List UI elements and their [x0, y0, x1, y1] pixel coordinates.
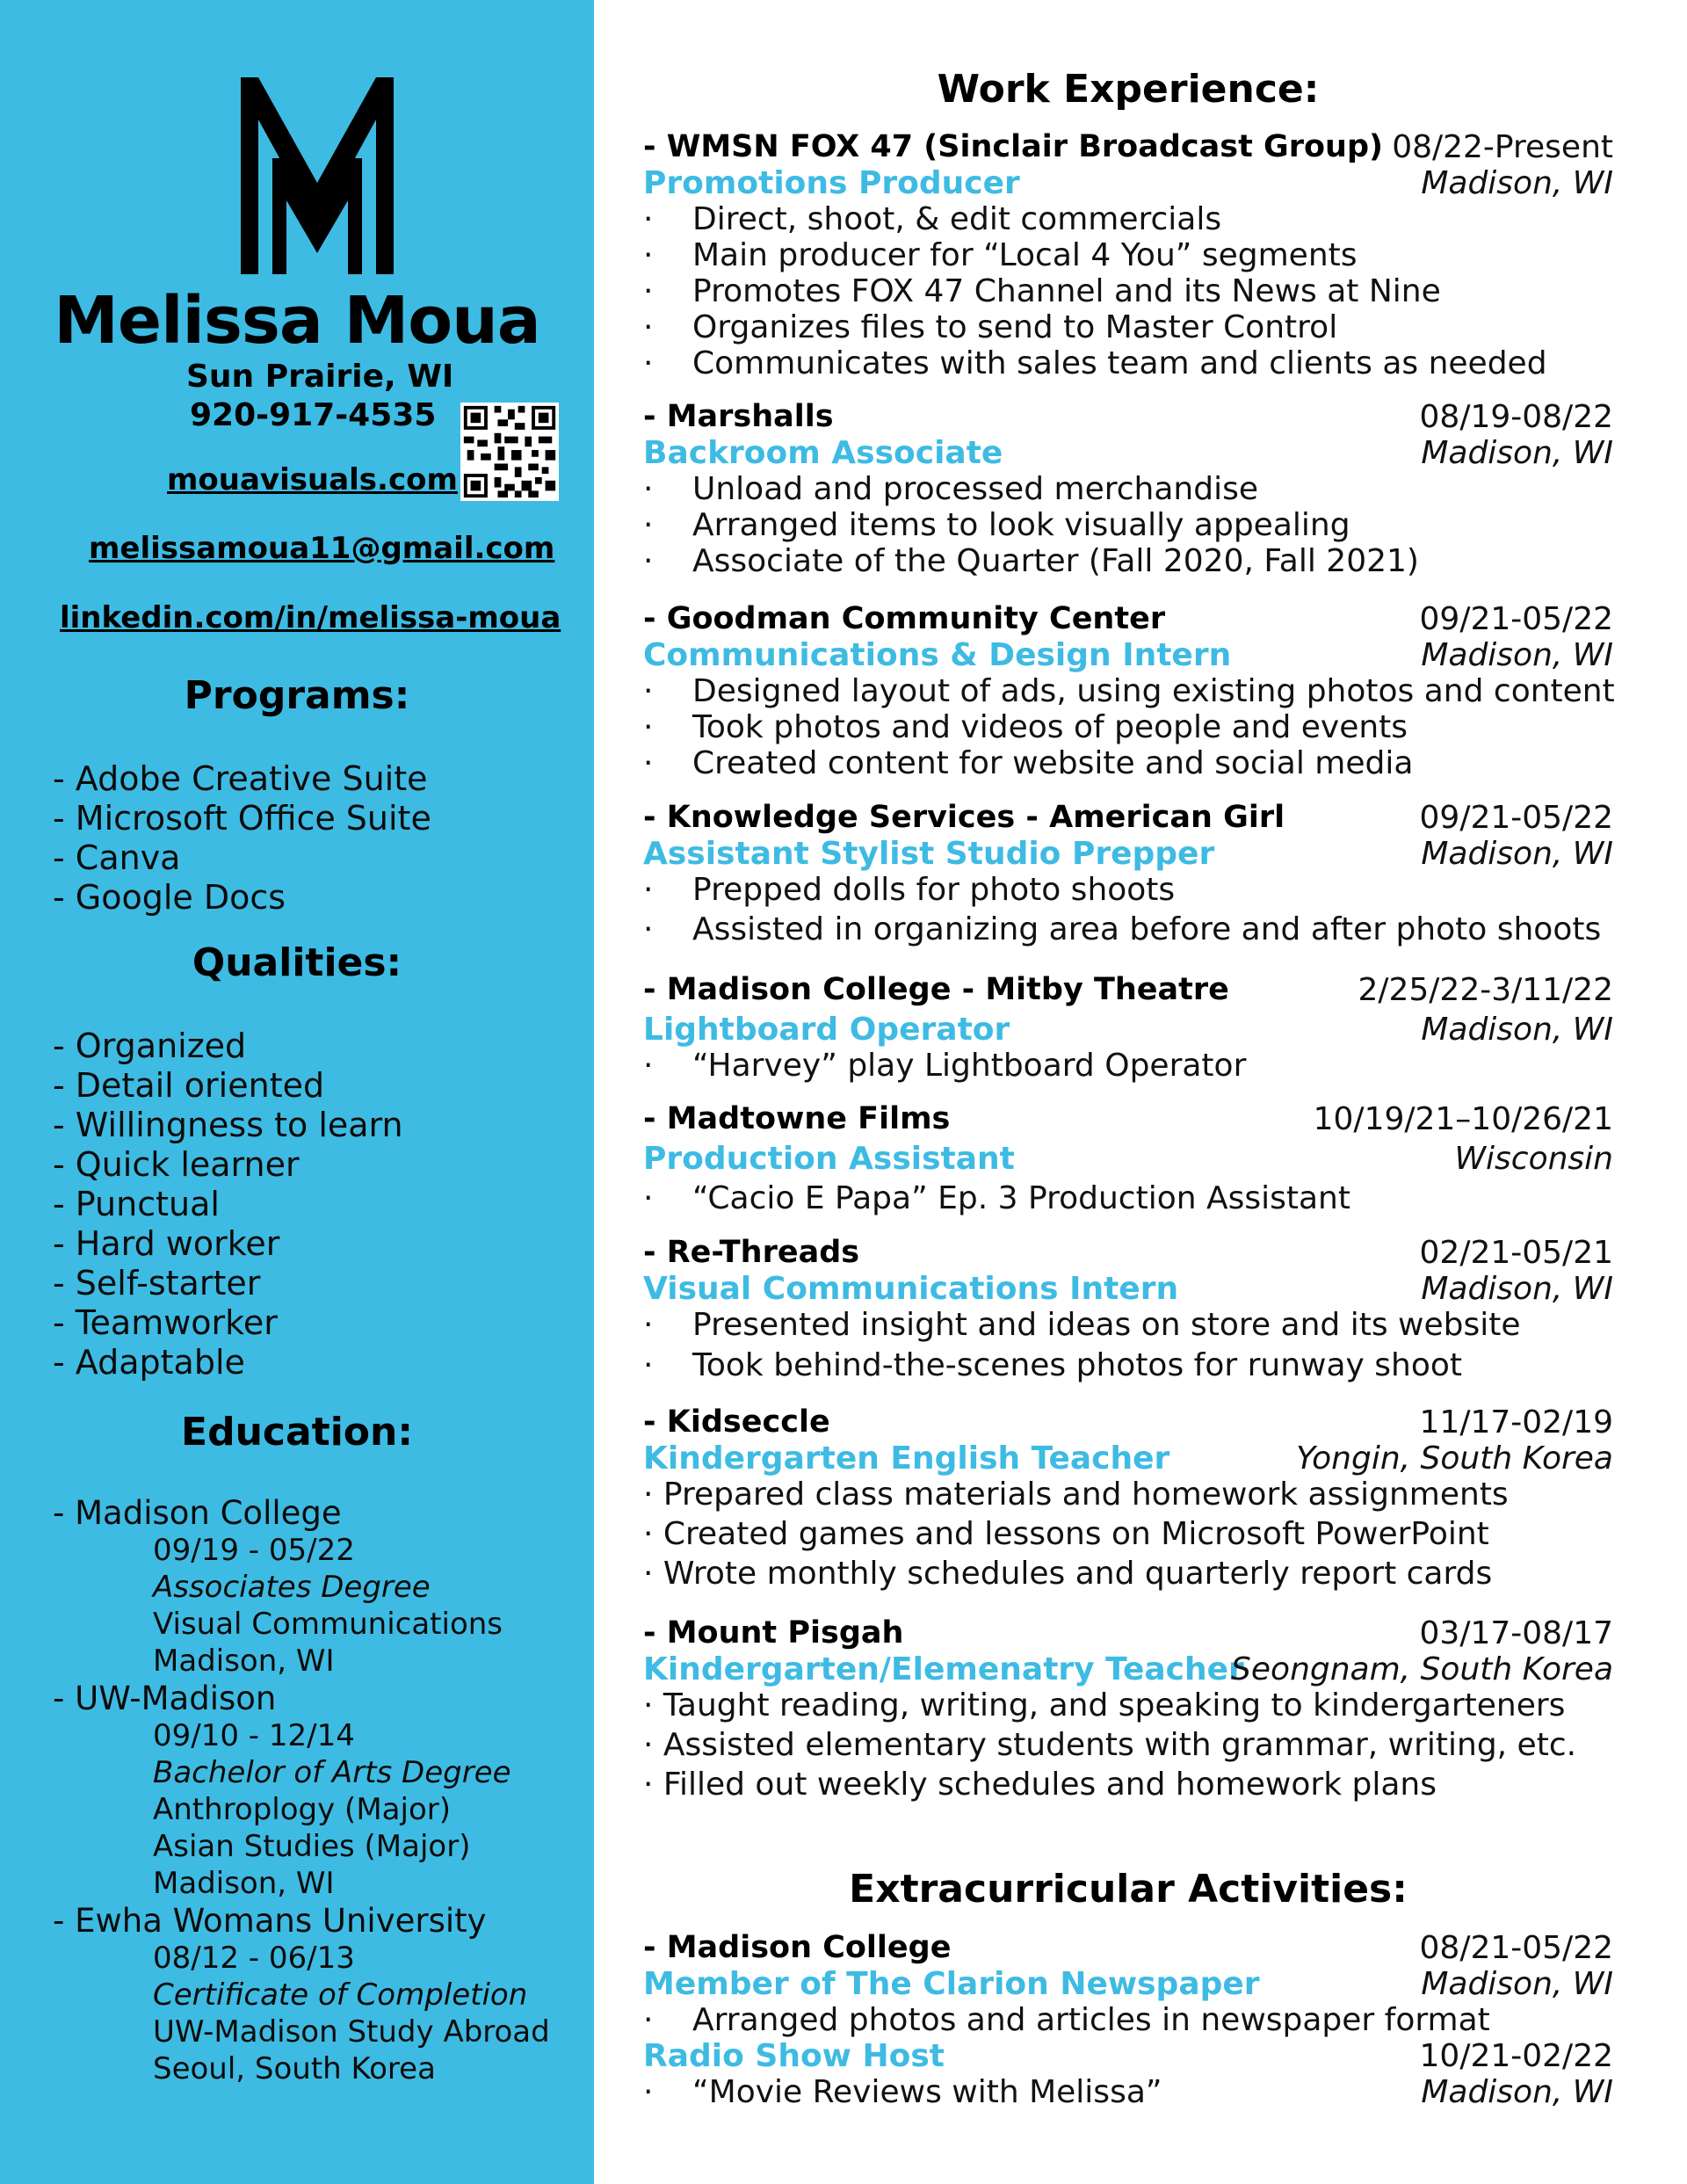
job-org: - Madison College - Mitby Theatre — [643, 972, 1229, 1007]
activity-bullet: · Arranged photos and articles in newspaper format — [643, 2002, 1613, 2038]
job-org: - Kidseccle — [643, 1404, 830, 1440]
school-detail: Madison, WI — [153, 1866, 335, 1901]
job-bullet: · Designed layout of ads, using existing photos and content — [643, 673, 1613, 709]
list-item: - Organized — [53, 1027, 247, 1065]
school-detail: Seoul, South Korea — [153, 2051, 436, 2086]
job-location: Madison, WI — [1421, 165, 1613, 201]
job-bullet: · Main producer for “Local 4 You” segments — [643, 237, 1613, 273]
job-bullet: · “Harvey” play Lightboard Operator — [643, 1048, 1613, 1084]
activity-bullet: · “Movie Reviews with Melissa” — [643, 2074, 1162, 2110]
school-detail: Asian Studies (Major) — [153, 1829, 471, 1864]
job-bullet: · Assisted in organizing area before and after photo shoots — [643, 911, 1613, 947]
list-item: - Google Docs — [53, 878, 286, 917]
job-title: Communications & Design Intern — [643, 637, 1232, 673]
school-name: - Ewha Womans University — [53, 1902, 487, 1940]
job-org: - Madtowne Films — [643, 1101, 951, 1136]
job-title: Production Assistant — [643, 1141, 1015, 1177]
list-item: - Adaptable — [53, 1343, 245, 1382]
list-item: - Self-starter — [53, 1264, 261, 1302]
school-dates: 09/10 - 12/14 — [153, 1718, 355, 1753]
job-entry — [643, 1404, 1613, 1595]
list-item: - Canva — [53, 838, 181, 877]
job-bullet: · Wrote monthly schedules and quarterly report cards — [643, 1556, 1493, 1592]
job-bullet: · Direct, shoot, & edit commercials — [643, 201, 1613, 237]
activity-location: Madison, WI — [1421, 2074, 1613, 2110]
job-bullet: · Filled out weekly schedules and homework plans — [643, 1767, 1437, 1803]
job-org: - Goodman Community Center — [643, 601, 1166, 636]
job-bullet: · Associate of the Quarter (Fall 2020, Fall 2021) — [643, 543, 1613, 579]
job-entry — [643, 800, 1613, 947]
list-item: - Teamworker — [53, 1303, 278, 1342]
school-detail: Anthroplogy (Major) — [153, 1792, 451, 1827]
phone-number: 920-917-4535 — [190, 397, 437, 433]
job-entry — [643, 1615, 1613, 1806]
job-entry — [643, 399, 1613, 579]
job-dates: 09/21-05/22 — [1419, 601, 1613, 637]
activity-dates: 10/21-02/22 — [1419, 2038, 1613, 2074]
job-bullet: · Organizes files to send to Master Control — [643, 309, 1613, 345]
job-location: Madison, WI — [1421, 1271, 1613, 1307]
job-dates: 11/17-02/19 — [1419, 1404, 1613, 1440]
list-item: - Willingness to learn — [53, 1106, 403, 1144]
job-location: Wisconsin — [1454, 1141, 1613, 1177]
job-title: Promotions Producer — [643, 165, 1020, 201]
list-item: - Quick learner — [53, 1145, 300, 1184]
qualities-heading: Qualities: — [192, 940, 402, 985]
email-link[interactable]: melissamoua11@gmail.com — [89, 531, 555, 566]
job-entry — [643, 1235, 1613, 1383]
job-bullet: · Prepped dolls for photo shoots — [643, 872, 1613, 911]
job-title: Backroom Associate — [643, 435, 1003, 471]
job-bullet: · Communicates with sales team and clients as needed — [643, 345, 1613, 381]
job-bullet: · Promotes FOX 47 Channel and its News at Nine — [643, 273, 1613, 309]
school-dates: 08/12 - 06/13 — [153, 1941, 355, 1976]
list-item: - Adobe Creative Suite — [53, 759, 428, 798]
candidate-name: Melissa Moua — [54, 283, 540, 359]
job-entry — [643, 972, 1613, 1084]
job-org: - Marshalls — [643, 399, 834, 434]
mm-monogram-logo-icon — [239, 77, 395, 274]
programs-list — [53, 759, 431, 918]
education-heading: Education: — [181, 1410, 413, 1455]
website-link[interactable]: mouavisuals.com — [167, 462, 458, 497]
location: Sun Prairie, WI — [186, 359, 454, 395]
job-bullet: · Unload and processed merchandise — [643, 471, 1613, 507]
sidebar — [0, 0, 594, 2184]
job-dates: 02/21-05/21 — [1419, 1235, 1613, 1271]
job-title: Assistant Stylist Studio Prepper — [643, 836, 1215, 872]
job-bullet: · “Cacio E Papa” Ep. 3 Production Assistant — [643, 1180, 1613, 1216]
job-location: Madison, WI — [1421, 836, 1613, 872]
job-bullet: · Presented insight and ideas on store and its website — [643, 1307, 1613, 1347]
activity-location: Madison, WI — [1421, 1966, 1613, 2002]
job-dates: 09/21-05/22 — [1419, 800, 1613, 836]
list-item: - Microsoft Office Suite — [53, 799, 431, 838]
job-dates: 08/19-08/22 — [1419, 399, 1613, 435]
school-detail: Madison, WI — [153, 1643, 335, 1679]
job-dates: 08/22-Present — [1392, 129, 1613, 165]
activity-org: - Madison College — [643, 1930, 952, 1965]
school-dates: 09/19 - 05/22 — [153, 1533, 355, 1568]
job-bullet: · Took photos and videos of people and events — [643, 709, 1613, 745]
job-location: Madison, WI — [1421, 637, 1613, 673]
job-bullet: · Assisted elementary students with grammar, writing, etc. — [643, 1727, 1577, 1763]
job-bullet: · Arranged items to look visually appealing — [643, 507, 1613, 543]
job-entry — [643, 601, 1613, 781]
school-name: - Madison College — [53, 1494, 342, 1532]
job-org: - Knowledge Services - American Girl — [643, 800, 1285, 835]
job-entry — [643, 129, 1613, 381]
school-detail: UW-Madison Study Abroad — [153, 2014, 550, 2050]
degree: Associates Degree — [153, 1570, 431, 1605]
job-bullet: · Created games and lessons on Microsoft PowerPoint — [643, 1516, 1489, 1552]
job-org: - Re-Threads — [643, 1235, 860, 1270]
job-org: - Mount Pisgah — [643, 1615, 904, 1651]
qr-code-icon — [460, 403, 559, 501]
job-dates: 10/19/21–10/26/21 — [1313, 1101, 1613, 1137]
job-location: Seongnam, South Korea — [1231, 1651, 1613, 1687]
activity-title: Member of The Clarion Newspaper — [643, 1966, 1260, 2002]
job-location: Madison, WI — [1421, 435, 1613, 471]
extracurricular-entry — [643, 1930, 1613, 2110]
job-bullet: · Took behind-the-scenes photos for runway shoot — [643, 1347, 1613, 1383]
job-title: Kindergarten English Teacher — [643, 1440, 1170, 1477]
job-bullet: · Created content for website and social media — [643, 745, 1613, 781]
qualities-list — [53, 1027, 403, 1382]
job-dates: 2/25/22-3/11/22 — [1358, 972, 1613, 1008]
activity-title: Radio Show Host — [643, 2038, 945, 2074]
list-item: - Punctual — [53, 1185, 220, 1223]
work-experience-heading: Work Experience: — [937, 67, 1320, 112]
extracurricular-heading: Extracurricular Activities: — [849, 1867, 1408, 1912]
job-location: Yongin, South Korea — [1296, 1440, 1613, 1477]
job-dates: 03/17-08/17 — [1419, 1615, 1613, 1651]
job-title: Lightboard Operator — [643, 1012, 1010, 1048]
school-name: - UW-Madison — [53, 1680, 277, 1717]
school-detail: Visual Communications — [153, 1607, 503, 1642]
job-org: - WMSN FOX 47 (Sinclair Broadcast Group) — [643, 129, 1383, 164]
job-bullet: · Taught reading, writing, and speaking to kindergarteners — [643, 1687, 1566, 1723]
education-list — [53, 1494, 550, 2087]
degree: Bachelor of Arts Degree — [153, 1755, 511, 1790]
programs-heading: Programs: — [184, 673, 410, 718]
degree: Certificate of Completion — [153, 1977, 528, 2013]
linkedin-link[interactable]: linkedin.com/in/melissa-moua — [60, 600, 561, 635]
list-item: - Detail oriented — [53, 1066, 325, 1105]
job-title: Visual Communications Intern — [643, 1271, 1179, 1307]
job-location: Madison, WI — [1421, 1012, 1613, 1048]
job-bullet: · Prepared class materials and homework assignments — [643, 1477, 1509, 1513]
list-item: - Hard worker — [53, 1224, 280, 1263]
activity-dates: 08/21-05/22 — [1419, 1930, 1613, 1966]
job-entry — [643, 1101, 1613, 1216]
job-title: Kindergarten/Elemenatry Teacher — [643, 1651, 1244, 1687]
